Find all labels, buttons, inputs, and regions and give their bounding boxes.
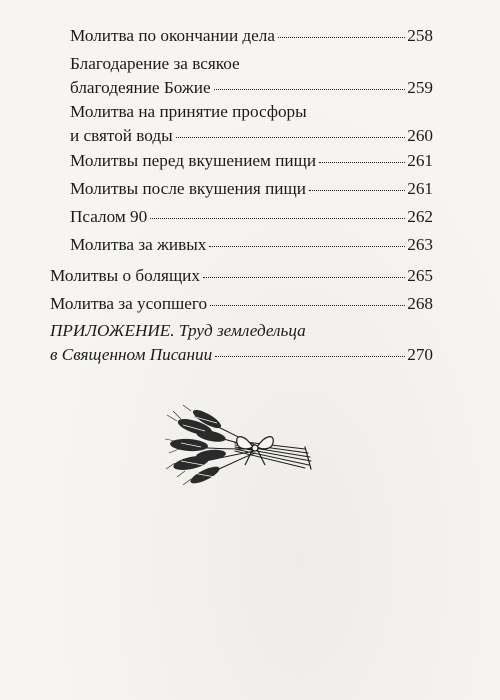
toc-entry[interactable] — [70, 177, 433, 201]
toc-entry[interactable] — [50, 292, 433, 316]
toc-entry-title: Молитва на принятие просфоры — [70, 102, 307, 121]
toc-entry-title-cont: благодеяние Божие — [70, 78, 211, 97]
leader-dots — [214, 89, 406, 90]
toc-page-number: 259 — [407, 78, 433, 97]
toc-entry-title-cont: в Священном Писании — [50, 345, 213, 364]
toc-page-number: 262 — [407, 207, 433, 226]
toc-entry-title: ПРИЛОЖЕНИЕ. Труд земледельца — [50, 321, 306, 340]
leader-dots — [209, 246, 405, 247]
toc-entry-appendix[interactable] — [50, 319, 433, 367]
leader-dots — [150, 218, 405, 219]
toc-page-number: 261 — [407, 151, 433, 170]
toc-entry[interactable] — [70, 52, 433, 100]
toc-page-number: 263 — [407, 235, 433, 254]
leader-dots — [278, 37, 405, 38]
wheat-sheaf-icon — [165, 405, 315, 485]
toc-entry[interactable] — [50, 264, 433, 288]
toc-entry-title: Молитвы после вкушения пищи — [70, 179, 306, 198]
toc-entry-title: Молитва за усопшего — [50, 294, 208, 313]
toc-entry-title: Молитва по окончании дела — [70, 26, 276, 45]
toc-page-number: 270 — [407, 345, 433, 364]
toc-page-number: 258 — [407, 26, 433, 45]
toc-entry-title-cont: и святой воды — [70, 126, 173, 145]
toc-entry[interactable] — [70, 24, 433, 48]
toc-page-number: 260 — [407, 126, 433, 145]
toc-entry-title: Псалом 90 — [70, 207, 148, 226]
toc-entry[interactable] — [70, 100, 433, 148]
toc-entry[interactable] — [70, 205, 433, 229]
leader-dots — [176, 137, 406, 138]
toc-entry-title: Благодарение за всякое — [70, 54, 240, 73]
leader-dots — [319, 162, 405, 163]
toc-page-number: 265 — [407, 266, 433, 285]
leader-dots — [210, 305, 405, 306]
toc-page-number: 261 — [407, 179, 433, 198]
leader-dots — [203, 277, 405, 278]
toc-entry-title: Молитвы о болящих — [50, 266, 200, 285]
leader-dots — [309, 190, 405, 191]
toc-entry[interactable] — [70, 149, 433, 173]
toc-entry[interactable] — [70, 233, 433, 257]
toc-entry-title: Молитвы перед вкушением пищи — [70, 151, 317, 170]
toc-page-number: 268 — [407, 294, 433, 313]
toc-entry-title: Молитва за живых — [70, 235, 207, 254]
leader-dots — [215, 356, 405, 357]
